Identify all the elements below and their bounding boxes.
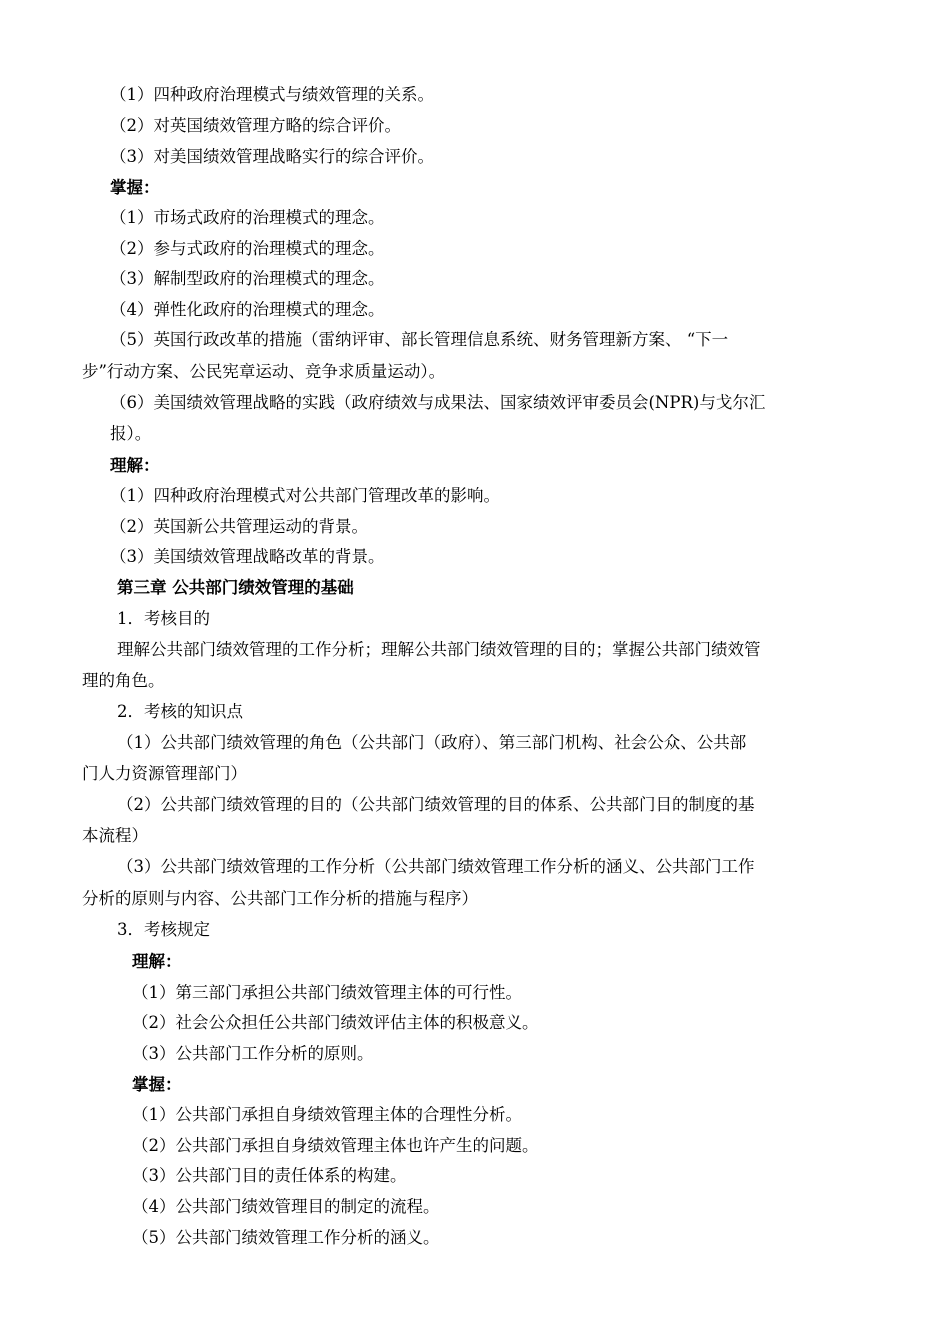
paragraph-text: 门人力资源管理部门） [82,764,247,783]
section-heading: 理解： [110,456,160,475]
list-item: （2）参与式政府的治理模式的理念。 [110,239,385,258]
list-item: （1）四种政府治理模式与绩效管理的关系。 [110,85,434,104]
section-heading: 掌握： [132,1075,182,1094]
list-item: （2）对英国绩效管理方略的综合评价。 [110,116,401,135]
subsection-heading: 1．考核目的 [117,609,210,628]
subsection-heading: 3．考核规定 [117,920,210,939]
list-item-continuation: 报）。 [110,424,152,443]
list-item: （3）对美国绩效管理战略实行的综合评价。 [110,147,434,166]
list-item: （1）公共部门承担自身绩效管理主体的合理性分析。 [132,1105,522,1124]
list-item: （2）公共部门承担自身绩效管理主体也许产生的问题。 [132,1136,539,1155]
list-item: （2）社会公众担任公共部门绩效评估主体的积极意义。 [132,1013,539,1032]
subsection-heading: 2．考核的知识点 [117,702,243,721]
list-item-continuation: 步”行动方案、公民宪章运动、竞争求质量运动）。 [82,362,446,381]
list-item: （5）英国行政改革的措施（雷纳评审、部长管理信息系统、财务管理新方案、 “下一 [110,330,729,349]
paragraph-text: 本流程） [82,826,148,845]
list-item: （5）公共部门绩效管理工作分析的涵义。 [132,1228,440,1247]
paragraph-text: 理解公共部门绩效管理的工作分析；理解公共部门绩效管理的目的；掌握公共部门绩效管 [117,640,761,659]
list-item: （6）美国绩效管理战略的实践（政府绩效与成果法、国家绩效评审委员会(NPR)与戈尔汇 [110,393,766,412]
section-heading: 理解： [132,952,182,971]
paragraph-text: （1）公共部门绩效管理的角色（公共部门（政府）、第三部门机构、社会公众、公共部 [117,733,747,752]
list-item: （1）市场式政府的治理模式的理念。 [110,208,385,227]
section-heading: 掌握： [110,178,160,197]
list-item: （3）美国绩效管理战略改革的背景。 [110,547,385,566]
chapter-title: 第三章 公共部门绩效管理的基础 [117,578,354,597]
paragraph-text: （2）公共部门绩效管理的目的（公共部门绩效管理的目的体系、公共部门目的制度的基 [117,795,755,814]
paragraph-text: （3）公共部门绩效管理的工作分析（公共部门绩效管理工作分析的涵义、公共部门工作 [117,857,755,876]
list-item: （3）解制型政府的治理模式的理念。 [110,269,385,288]
list-item: （4）公共部门绩效管理目的制定的流程。 [132,1197,440,1216]
list-item: （4）弹性化政府的治理模式的理念。 [110,300,385,319]
list-item: （1）第三部门承担公共部门绩效管理主体的可行性。 [132,983,522,1002]
list-item: （1）四种政府治理模式对公共部门管理改革的影响。 [110,486,500,505]
paragraph-text: 分析的原则与内容、公共部门工作分析的措施与程序） [82,889,478,908]
list-item: （3）公共部门目的责任体系的构建。 [132,1166,407,1185]
paragraph-text: 理的角色。 [82,671,165,690]
list-item: （2）英国新公共管理运动的背景。 [110,517,368,536]
list-item: （3）公共部门工作分析的原则。 [132,1044,374,1063]
